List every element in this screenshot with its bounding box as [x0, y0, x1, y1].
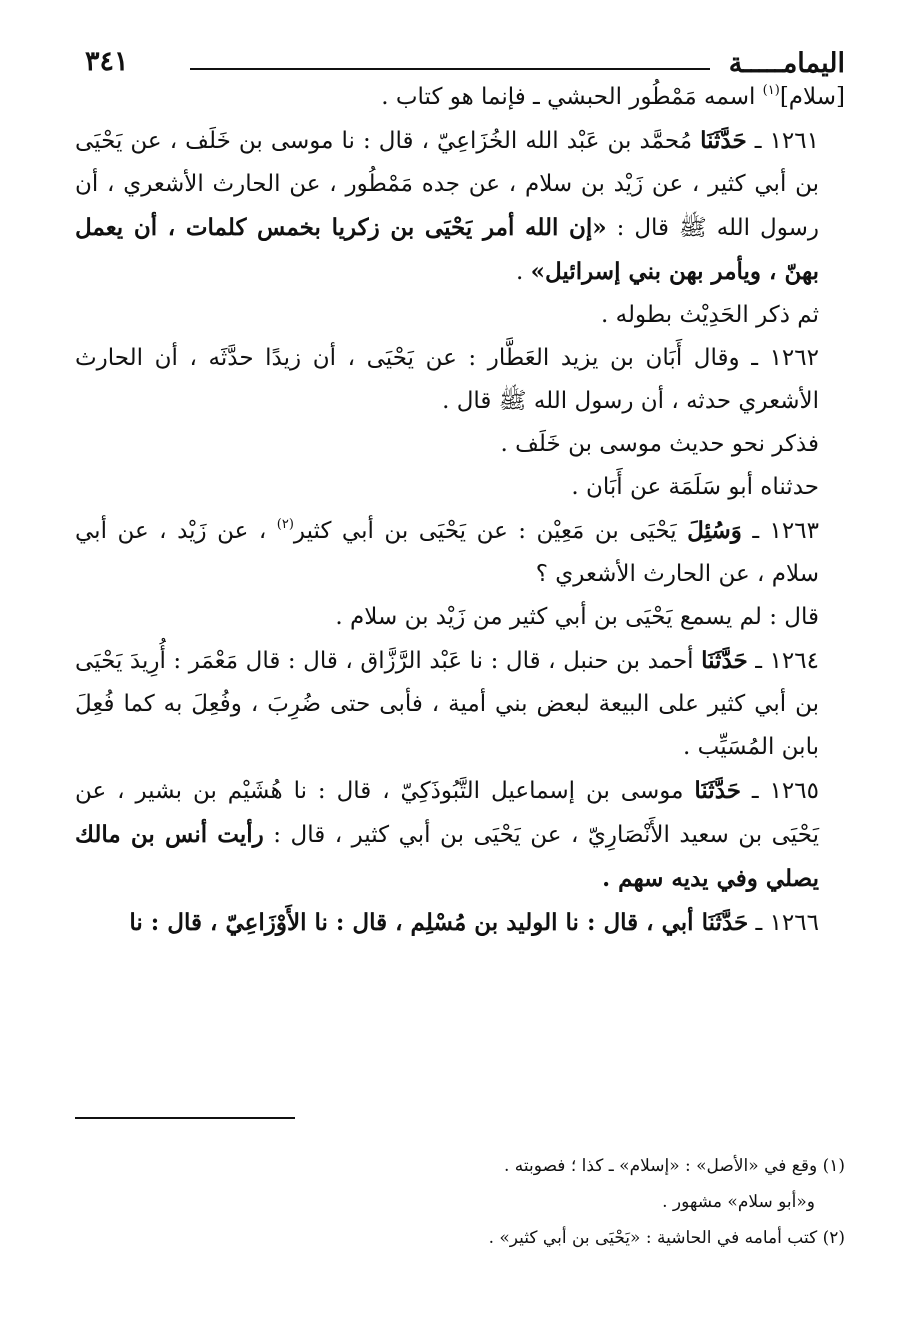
paragraph-abu-salama: حدثناه أبو سَلَمَة عن أَبَان .	[571, 474, 819, 500]
paragraph-intro	[75, 76, 845, 119]
narration-number: ١٢٦٦ ـ	[748, 910, 819, 936]
narration-1266	[75, 901, 845, 945]
narration-text: أبي ، قال : نا الوليد بن مُسْلِم ، قال : نا الأَوْزَاعِيّ ، قال : نا	[129, 909, 702, 936]
narration-verb: حَدَّثَنَا	[701, 909, 749, 936]
narration-verb: حَدَّثَنَا	[694, 777, 741, 804]
narration-text: مُحمَّد بن عَبْد الله الخُزَاعِيّ ، قال : نا موسى بن خَلَف ، عن يَحْيَى بن أبي كثير ، عن زَيْد بن سلام ، عن جده مَمْطُور ، عن الحارث الأشعري ، أن رسول الله ﷺ قال :	[75, 128, 819, 241]
page-number: ٣٤١	[85, 46, 129, 77]
footnote-number: (٢)	[822, 1228, 845, 1248]
footnote-1	[75, 1148, 845, 1184]
footnote-text: كتب أمامه في الحاشية : «يَحْيَى بن أبي كثير» .	[488, 1228, 823, 1248]
footnotes	[75, 1148, 845, 1256]
header-rule	[190, 68, 710, 70]
narration-bold-tail: رأيت أنس بن مالك يصلي وفي يديه سهم .	[75, 821, 819, 892]
narration-number: ١٢٦٥ ـ	[740, 778, 819, 804]
paragraph-answer: قال : لم يسمع يَحْيَى بن أبي كثير من زَيْد بن سلام .	[335, 604, 819, 630]
main-text	[75, 76, 845, 945]
narration-number: ١٢٦٤ ـ	[747, 648, 819, 674]
footnote-2	[75, 1220, 845, 1256]
footnote-ref-2: (٢)	[276, 517, 294, 532]
narration-1264	[75, 639, 845, 769]
narration-text-tail: ، عن زَيْد ، عن أبي سلام ، عن الحارث الأشعري ؟	[75, 518, 819, 587]
narration-text: أحمد بن حنبل ، قال : نا عَبْد الرَّزَّاق ، قال : قال مَعْمَر : أُرِيدَ يَحْيَى بن أبي كثير على البيعة لبعض بني أمية ، فأبى حتى ضُرِبَ ، وفُعِلَ به كما فُعِلَ بابن المُسَيِّب .	[75, 648, 819, 760]
narration-verb: حَدَّثَنَا	[701, 647, 748, 674]
footnote-ref-1: (١)	[762, 83, 780, 98]
narration-verb: حَدَّثَنَا	[700, 127, 747, 154]
narration-1262: ١٢٦٢ ـ وقال أَبَان بن يزيد العَطَّار : عن يَحْيَى ، أن زيدًا حدَّثَه ، أن الحارث الأشعري حدثه ، أن رسول الله ﷺ قال .	[75, 345, 819, 414]
paragraph-mention: فذكر نحو حديث موسى بن خَلَف .	[500, 431, 819, 457]
paragraph-then: ثم ذكر الحَدِيْث بطوله .	[601, 302, 819, 328]
narration-1261	[75, 119, 845, 294]
hadith-quote: «إن الله أمر يَحْيَى بن زكريا بخمس كلمات ، أن يعمل بهنّ ، ويأمر بهن بني إسرائيل»	[75, 214, 819, 285]
narration-text: موسى بن إسماعيل التَّبُوذَكِيّ ، قال : نا هُشَيْم بن بشير ، عن يَحْيَى بن سعيد الأَنْصَارِيّ ، عن يَحْيَى بن أبي كثير ، قال :	[75, 778, 819, 848]
footnote-text: وقع في «الأصل» : «إسلام» ـ كذا ؛ فصوبته .	[504, 1156, 823, 1176]
page-header	[75, 30, 845, 79]
narration-verb: وَسُئِلَ	[687, 517, 742, 544]
narration-number: ١٢٦٣ ـ	[741, 518, 819, 544]
footnote-rule	[75, 1117, 295, 1119]
narration-1265	[75, 769, 845, 901]
page	[75, 30, 845, 1300]
narration-1263	[75, 509, 845, 596]
narration-number: ١٢٦١ ـ	[746, 128, 819, 154]
footnote-number: (١)	[822, 1156, 845, 1176]
bracket-word: [سلام]	[779, 84, 845, 110]
narration-text: يَحْيَى بن مَعِيْن : عن يَحْيَى بن أبي كثير	[293, 518, 688, 544]
intro-text: اسمه مَمْطُور الحبشي ـ فإنما هو كتاب .	[381, 84, 763, 110]
footnote-1-continued: و«أبو سلام» مشهور .	[662, 1192, 815, 1212]
narration-end: .	[515, 259, 531, 285]
running-head: اليمامـــــة	[728, 48, 845, 79]
